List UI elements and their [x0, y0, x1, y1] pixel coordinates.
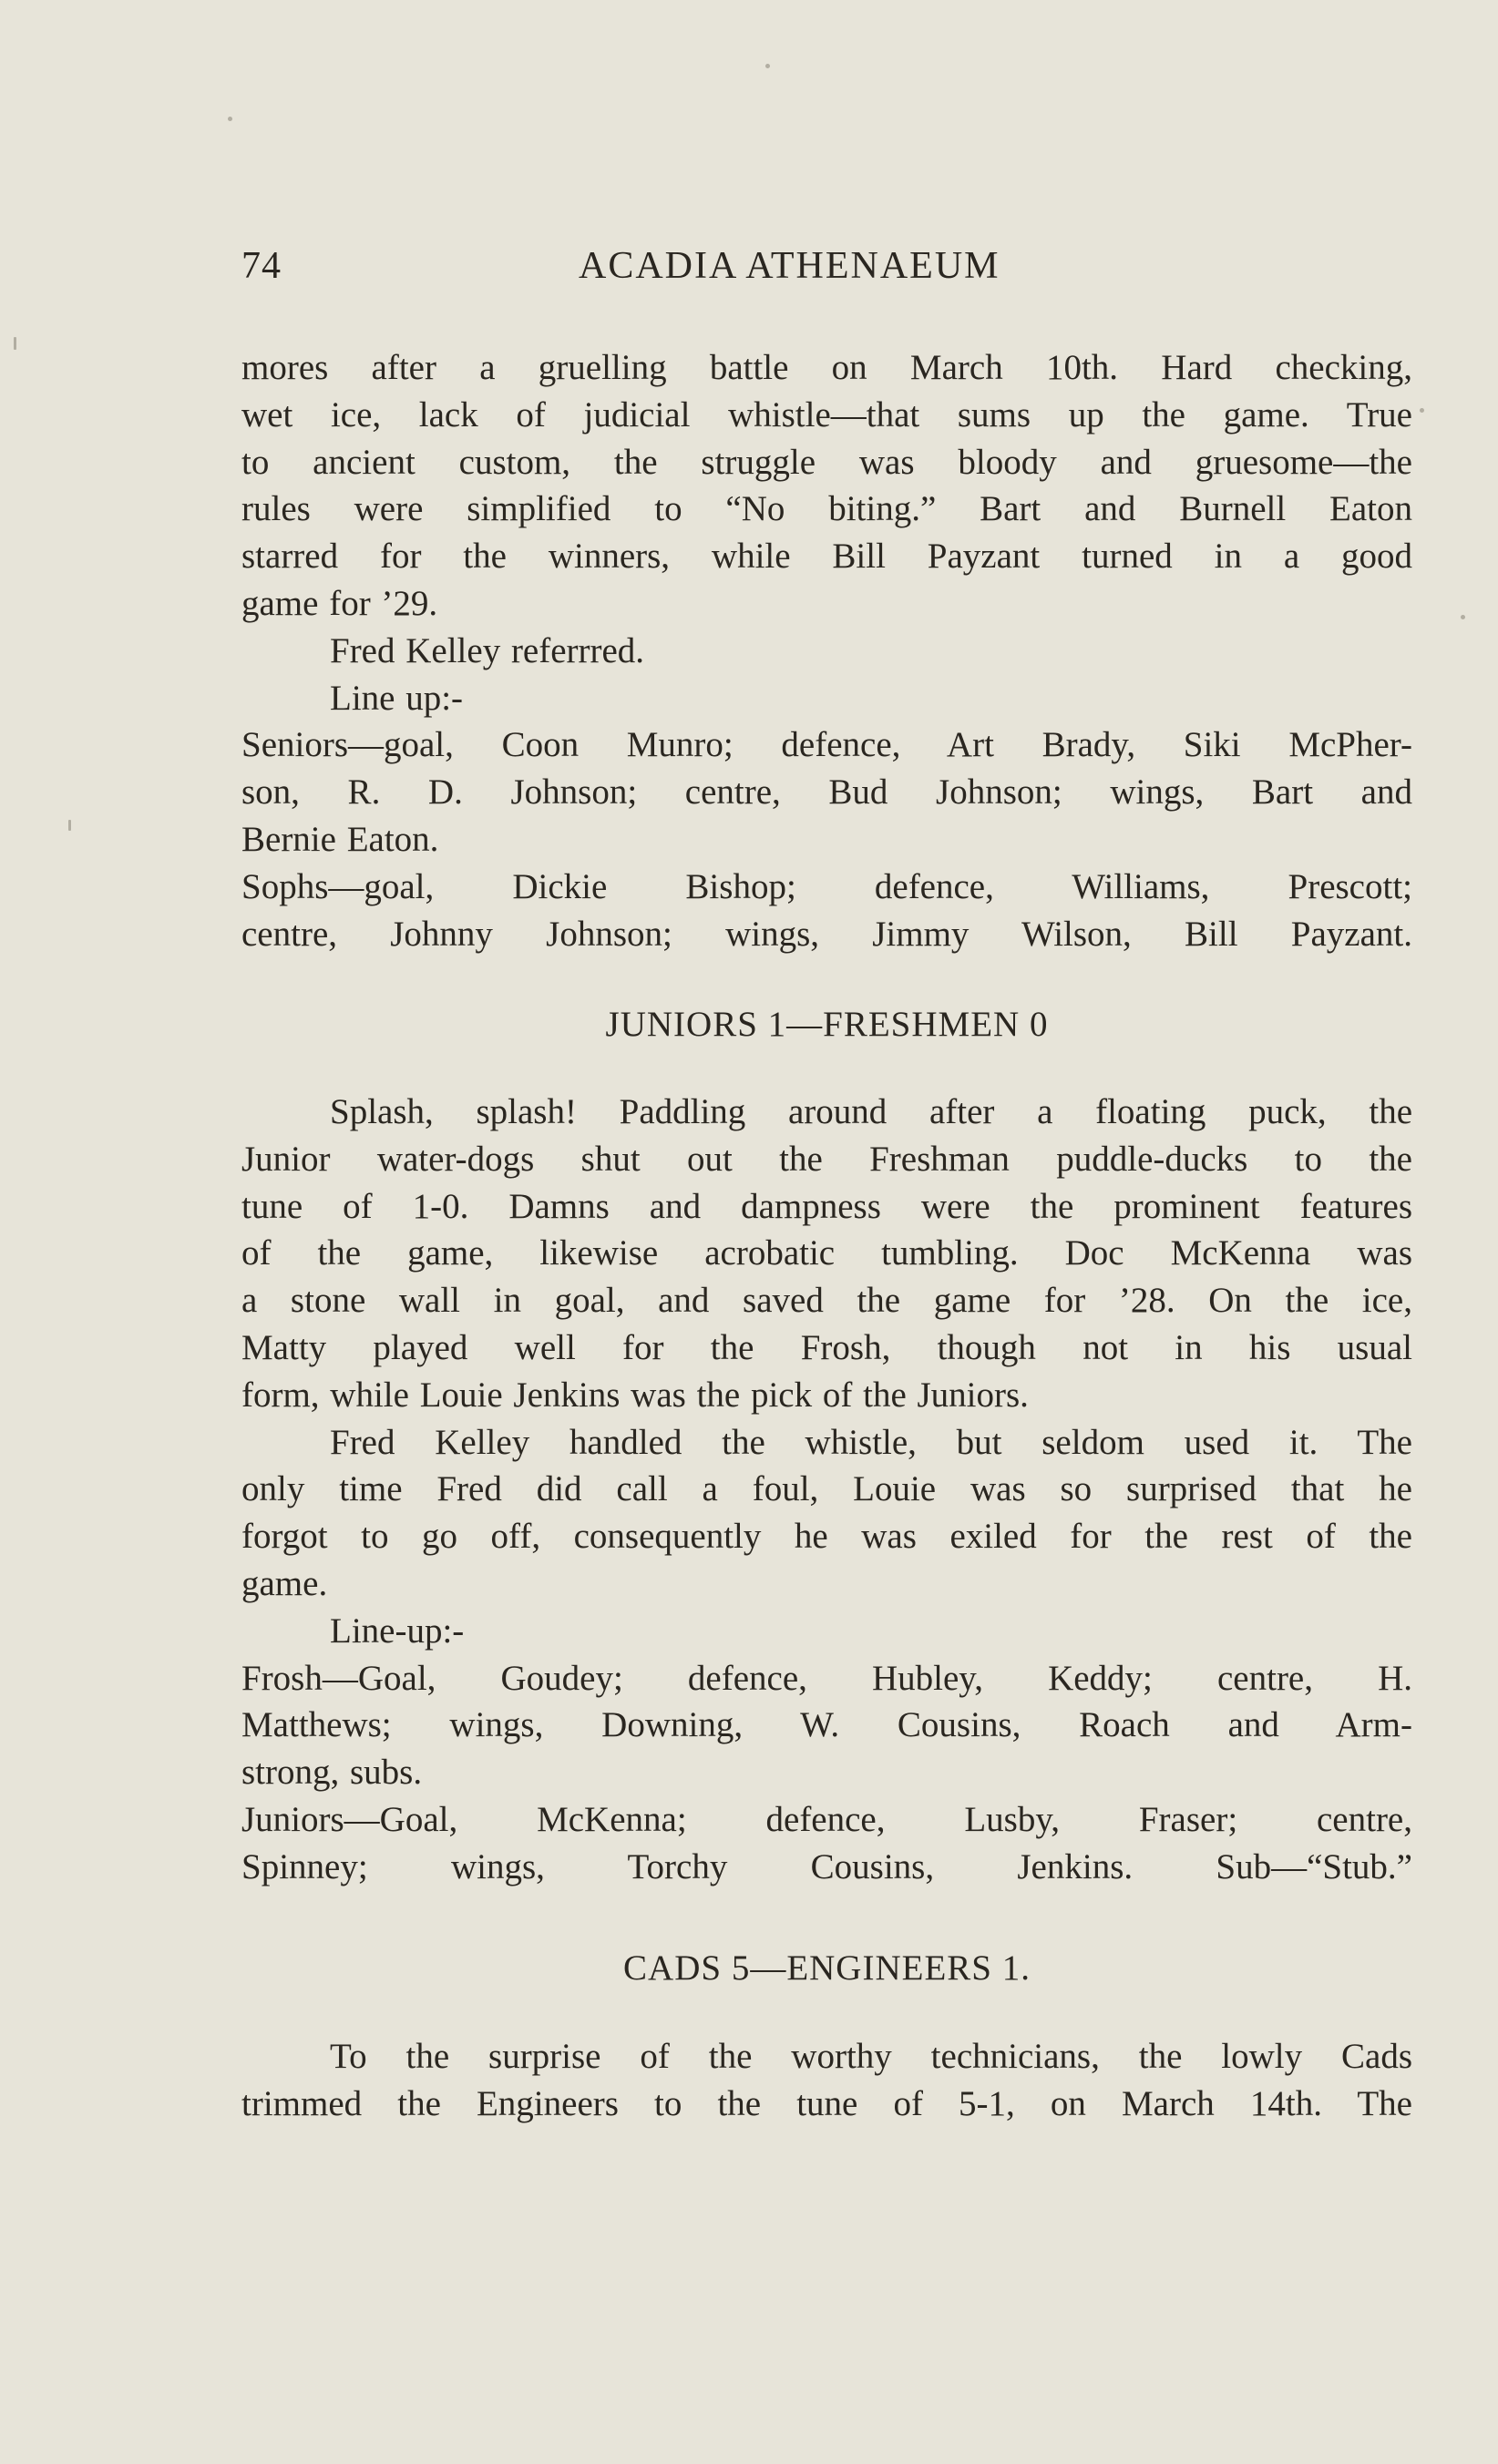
text-line: Frosh—Goal, Goudey; defence, Hubley, Keddy; centre, H.	[241, 1658, 1412, 1698]
text-line: game.	[241, 1563, 328, 1603]
text-line: Matthews; wings, Downing, W. Cousins, Roach and Arm-	[241, 1705, 1412, 1745]
text-line: Fred Kelley referrred.	[330, 630, 645, 670]
text-line: form, while Louie Jenkins was the pick of the Juniors.	[241, 1375, 1029, 1415]
paper-speck	[1420, 408, 1424, 413]
paper-speck	[765, 64, 770, 68]
paper-speck	[68, 820, 71, 831]
text-line: mores after a gruelling battle on March 10th. Hard checking,	[241, 348, 1412, 387]
paper-speck	[228, 117, 232, 121]
running-title: ACADIA ATHENAEUM	[579, 245, 1000, 287]
text-line: Bernie Eaton.	[241, 819, 439, 859]
text-line: wet ice, lack of judicial whistle—that sums up the game. True	[241, 394, 1412, 435]
text-line: forgot to go off, consequently he was exiled for the rest of the	[241, 1517, 1412, 1557]
text-line: son, R. D. Johnson; centre, Bud Johnson; wings, Bart and	[241, 772, 1412, 813]
paper-speck	[1461, 615, 1465, 619]
text-line: rules were simplified to “No biting.” Bart and Burnell Eaton	[241, 489, 1412, 529]
text-line: Juniors—Goal, McKenna; defence, Lusby, Fraser; centre,	[241, 1799, 1412, 1839]
text-line: Splash, splash! Paddling around after a floating puck, the	[330, 1092, 1412, 1131]
cads-engineers-report	[241, 2033, 1417, 2128]
text-line: starred for the winners, while Bill Payzant turned in a good	[241, 537, 1412, 577]
text-line: Matty played well for the Frosh, though not in his usual	[241, 1327, 1412, 1367]
text-line: Line up:-	[330, 678, 464, 718]
text-line: Junior water-dogs shut out the Freshman puddle-ducks to the	[241, 1139, 1412, 1179]
text-line: a stone wall in goal, and saved the game for ’28. On the ice,	[241, 1281, 1412, 1321]
text-line: tune of 1-0. Damns and dampness were the prominent features	[241, 1186, 1412, 1226]
text-line: only time Fred did call a foul, Louie was so surprised that he	[241, 1469, 1412, 1509]
text-line: centre, Johnny Johnson; wings, Jimmy Wilson, Bill Payzant.	[241, 914, 1412, 954]
text-line: Spinney; wings, Torchy Cousins, Jenkins. Sub—“Stub.”	[241, 1846, 1412, 1886]
text-line: of the game, likewise acrobatic tumbling. Doc McKenna was	[241, 1233, 1412, 1273]
paper-speck	[14, 337, 16, 350]
text-line: to ancient custom, the struggle was bloody and gruesome—the	[241, 442, 1412, 482]
text-line: Fred Kelley handled the whistle, but seldom used it. The	[330, 1422, 1412, 1462]
page-header	[241, 244, 1267, 299]
text-line: trimmed the Engineers to the tune of 5-1, on March 14th. The	[241, 2083, 1412, 2123]
text-line: strong, subs.	[241, 1753, 423, 1793]
text-line: Sophs—goal, Dickie Bishop; defence, Williams, Prescott;	[241, 866, 1412, 906]
text-line: Seniors—goal, Coon Munro; defence, Art Brady, Siki McPher-	[241, 725, 1412, 765]
section-heading-cads-engineers: CADS 5—ENGINEERS 1.	[623, 1948, 1031, 1988]
seniors-sophs-report	[241, 344, 1417, 957]
text-line: game for ’29.	[241, 583, 438, 623]
section-heading-juniors-freshmen: JUNIORS 1—FRESHMEN 0	[605, 1005, 1049, 1044]
text-line: Line-up:-	[330, 1610, 465, 1651]
text-line: To the surprise of the worthy technicians, the lowly Cads	[330, 2037, 1412, 2076]
juniors-freshmen-report	[241, 1089, 1417, 1891]
page-number: 74	[241, 245, 282, 287]
